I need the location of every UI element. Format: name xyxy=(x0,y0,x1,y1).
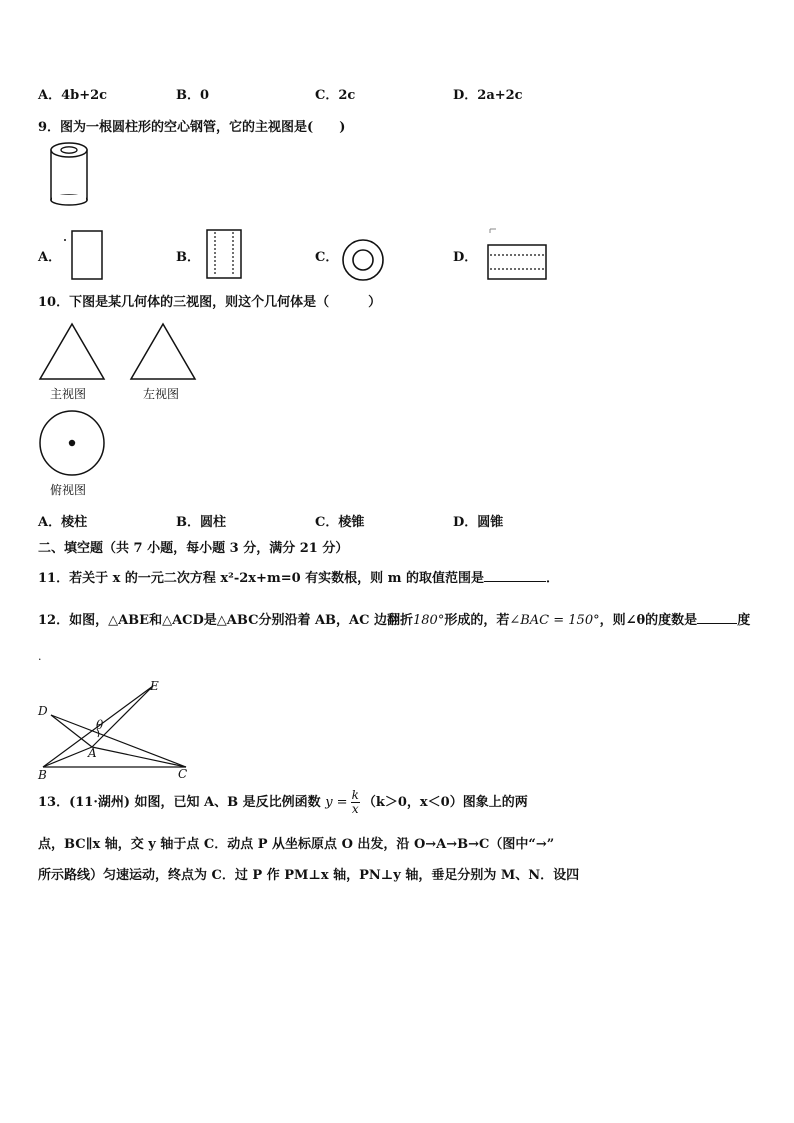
q9-option-c-figure xyxy=(341,238,385,282)
q9-option-a-figure xyxy=(62,229,104,281)
q12-unit: 度 xyxy=(737,613,751,628)
q13-condition: （k＞0，x＜0）图象上的两 xyxy=(362,795,528,810)
top-view-circle xyxy=(37,408,107,478)
q9-stem: 9．图为一根圆柱形的空心钢管，它的主视图是( ) xyxy=(38,120,346,135)
q12-angle-bac: ∠BAC = 150° xyxy=(509,613,600,628)
q13-intro: 13．(11·湖州) 如图，已知 A、B 是反比例函数 xyxy=(38,795,321,810)
q13-y-equals: y = xyxy=(325,795,348,810)
point-b-label: B xyxy=(38,768,47,782)
side-view-triangle xyxy=(129,322,197,382)
q12-line xyxy=(38,609,750,628)
q8-option-b: B．0 xyxy=(176,88,210,103)
section-fill-in-heading: 二、填空题（共 7 小题，每小题 3 分，满分 21 分） xyxy=(38,541,349,556)
q12-intro: 12．如图， xyxy=(38,613,109,628)
q8-option-d: D．2a+2c xyxy=(453,88,523,103)
q13-fraction-numerator: k xyxy=(351,788,359,802)
q11-stem: 11．若关于 x 的一元二次方程 x²-2x+m=0 有实数根，则 m 的取值范围是 xyxy=(38,571,484,586)
q13-fraction-denominator: x xyxy=(351,802,359,816)
q12-stray-dot: . xyxy=(38,650,42,663)
side-view-caption: 左视图 xyxy=(143,387,180,401)
point-d-label: D xyxy=(38,704,48,718)
point-c-label: C xyxy=(178,767,188,781)
q12-answer-blank xyxy=(697,611,737,624)
q10-option-d: D．圆锥 xyxy=(453,515,504,530)
top-view-caption: 俯视图 xyxy=(50,483,87,497)
q8-option-a: A．4b+2c xyxy=(38,88,108,103)
q13-line-2: 点，BC∥x 轴，交 y 轴于点 C．动点 P 从坐标原点 O 出发，沿 O→A→B→C（图中“→” xyxy=(38,837,555,852)
angle-theta-label: θ xyxy=(96,718,104,732)
point-a-label: A xyxy=(88,746,97,760)
q13-line-1 xyxy=(38,789,528,816)
q9-option-d-figure xyxy=(486,227,548,281)
q9-label-b: B． xyxy=(176,250,200,265)
q10-stem: 10．下图是某几何体的三视图，则这个几何体是（ ） xyxy=(38,295,382,310)
q12-angle-180: 180° xyxy=(413,613,445,628)
q10-option-b: B．圆柱 xyxy=(176,515,226,530)
q10-option-c: C．棱锥 xyxy=(315,515,365,530)
q11-answer-blank xyxy=(484,569,546,582)
front-view-caption: 主视图 xyxy=(50,387,87,401)
point-e-label: E xyxy=(150,679,159,693)
q13-line-3: 所示路线）匀速运动，终点为 C．过 P 作 PM⊥x 轴，PN⊥y 轴，垂足分别为 M、N．设四 xyxy=(38,868,580,883)
q12-ask: ，则∠θ的度数是 xyxy=(599,613,698,628)
q11-period: ． xyxy=(545,571,559,586)
front-view-triangle xyxy=(38,322,106,382)
q10-option-a: A．棱柱 xyxy=(38,515,88,530)
q8-option-c: C．2c xyxy=(315,88,356,103)
q9-label-d: D． xyxy=(453,250,478,265)
q9-label-a: A． xyxy=(38,250,62,265)
hollow-pipe-figure xyxy=(48,140,92,206)
q9-option-b-figure xyxy=(205,228,243,280)
q13-fraction xyxy=(351,789,360,816)
q12-triangles: △ABE和△ACD是△ABC分别沿着 AB，AC 边翻折 xyxy=(108,613,413,628)
q12-formed: 形成的，若 xyxy=(444,613,510,628)
q9-label-c: C． xyxy=(315,250,339,265)
q11-line xyxy=(38,567,559,586)
